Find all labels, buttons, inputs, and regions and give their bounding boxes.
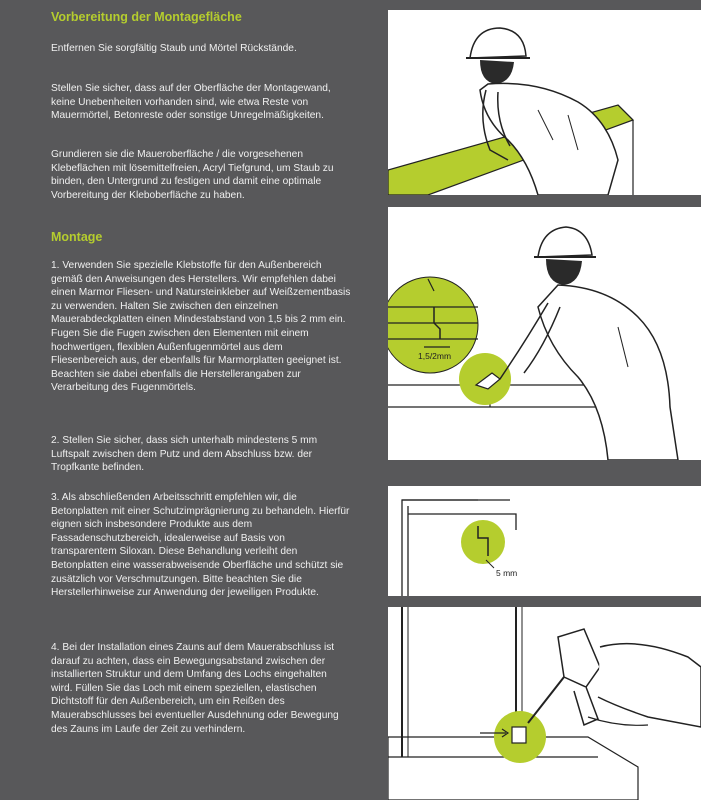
worker-joint-gap-illustration — [388, 207, 701, 460]
paragraph-remove-dust: Entfernen Sie sorgfältig Staub und Mörtel Rückstände. — [51, 43, 297, 54]
paragraph-check-surface: Stellen Sie sicher, dass auf der Oberfläche der Montagewand, keine Unebenheiten vorhanden sind, wie etwa Reste von Mauermörtel, Betonreste oder sonstige Unregelmäßigkeiten. — [51, 83, 331, 122]
illustration-panel-4 — [388, 607, 701, 800]
illustration-panel-1 — [388, 10, 701, 195]
paragraph-primer: Grundieren sie die Maueroberfläche / die vorgesehenen Klebeflächen mit lösemittelfreien, Acryl Tiefgrund, um Staub zu binden, den Untergrund zu festigen und damit eine optimale Vorbereitung der Kleboberfläche zu haben. — [51, 149, 334, 201]
step-1-text: 1. Verwenden Sie spezielle Klebstoffe für den Außenbereich gemäß den Anweisungen des Herstellers. Wir empfehlen dabei einen Marmor Fliesen- und Natursteinkleber auf Weißzementbasis zu verwenden. Halten Sie zwischen den einzelnen Mauerabdeckplatten einen Mindestabstand von 1,5 bis 2 mm ein. Fugen Sie die Fugen zwischen den Elementen mit einem hochwertigen, flexiblen Außenfugenmörtel aus dem Fliesenbereich aus, der ebenfalls für Marmorplatten geeignet ist. Beachten sie dabei ebenfalls die Herstellerangaben zur Verarbeitung des Fugenmörtels. — [51, 260, 351, 394]
joint-gap-label: 1,5/2mm — [418, 351, 452, 361]
section-heading-preparation: Vorbereitung der Montagefläche — [51, 10, 242, 24]
section-heading-montage: Montage — [51, 230, 103, 244]
worker-cleaning-wall-illustration — [388, 10, 701, 195]
step-3-text: 3. Als abschließenden Arbeitsschritt empfehlen wir, die Betonplatten mit einer Schutzimprägnierung zu behandeln. Hierfür eignen sich insbesondere Produkte aus dem Fassadenschutzbereich, idealerweise auf Basis von transparentem Siloxan. Diese Behandlung verleiht den Betonplatten eine wasserabweisende Oberfläche und schützt sie zusätzlich vor Verschmutzungen. Bitte beachten Sie die Herstellerhinweise zur Anwendung der jeweiligen Produkte. — [51, 492, 350, 599]
step-2-text: 2. Stellen Sie sicher, dass sich unterhalb mindestens 5 mm Luftspalt zwischen dem Putz und dem Abschluss bzw. der Tropfkante befinden. — [51, 435, 318, 474]
drip-edge-gap-illustration — [388, 486, 701, 596]
drill-fence-post-illustration — [388, 607, 701, 800]
air-gap-label: 5 mm — [496, 568, 518, 578]
step-4-text: 4. Bei der Installation eines Zauns auf dem Mauerabschluss ist darauf zu achten, dass ein Bewegungsabstand zwischen der installierten Struktur und dem Umfang des Lochs eingehalten wird. Füllen Sie das Loch mit einem speziellen, elastischen Dichtstoff für den Außenbereich, um ein Reißen des Mauerabschlusses bei eventueller Ausdehnung oder Bewegung des Zauns im Laufe der Zeit zu verhindern. — [51, 642, 339, 735]
illustration-panel-3 — [388, 486, 701, 596]
illustration-panel-2 — [388, 207, 701, 460]
